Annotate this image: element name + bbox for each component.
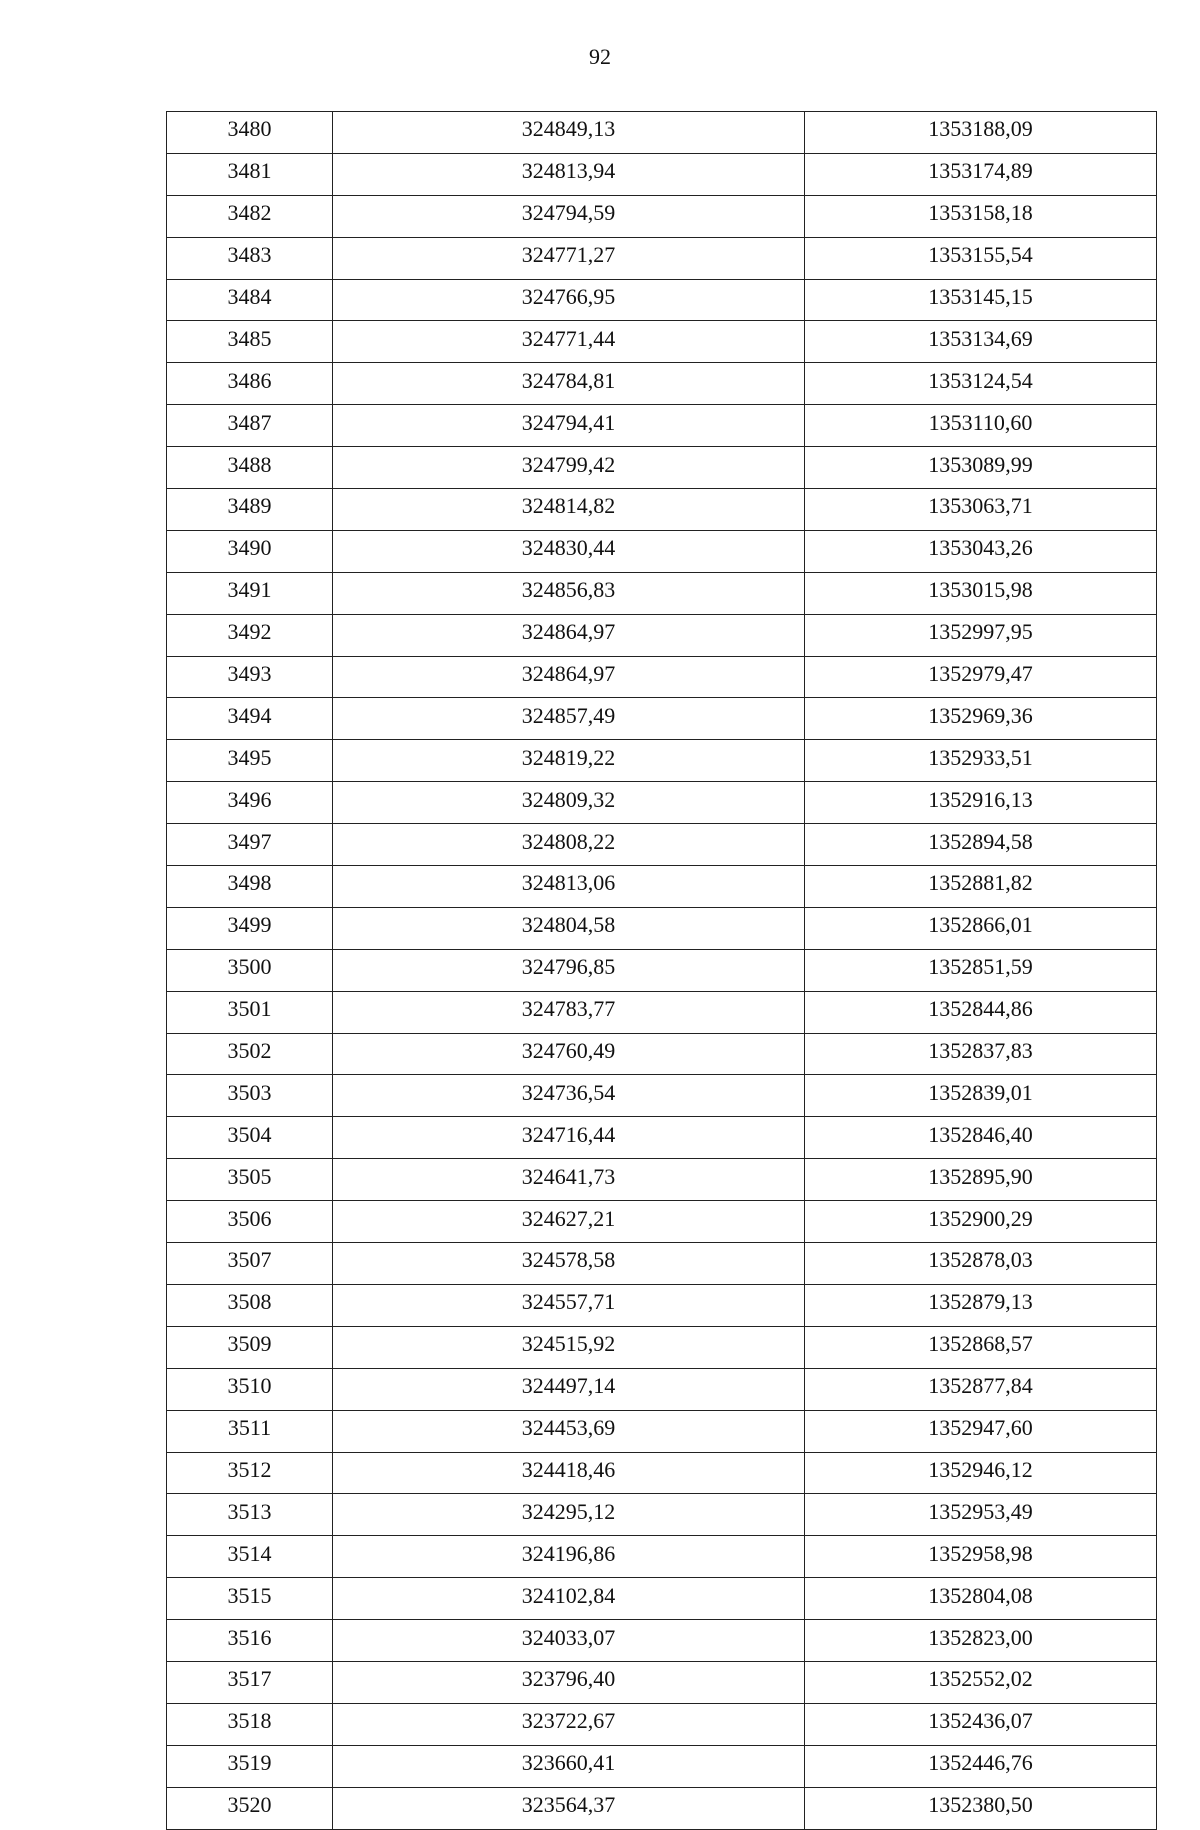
table-row [167, 1159, 1157, 1201]
x-coordinate-cell: 324856,83 [333, 572, 805, 614]
x-coordinate-cell: 324418,46 [333, 1452, 805, 1494]
table-row [167, 112, 1157, 154]
table-row [167, 1494, 1157, 1536]
x-coordinate-cell: 324578,58 [333, 1243, 805, 1285]
x-coordinate-cell: 324819,22 [333, 740, 805, 782]
table-row [167, 1033, 1157, 1075]
table-row [167, 447, 1157, 489]
point-number-cell: 3486 [167, 363, 333, 405]
table-row [167, 949, 1157, 991]
table-row [167, 237, 1157, 279]
y-coordinate-cell: 1352868,57 [805, 1326, 1157, 1368]
y-coordinate-cell: 1352916,13 [805, 782, 1157, 824]
y-coordinate-cell: 1352879,13 [805, 1284, 1157, 1326]
y-coordinate-cell: 1352878,03 [805, 1243, 1157, 1285]
x-coordinate-cell: 324766,95 [333, 279, 805, 321]
y-coordinate-cell: 1353155,54 [805, 237, 1157, 279]
point-number-cell: 3493 [167, 656, 333, 698]
point-number-cell: 3495 [167, 740, 333, 782]
x-coordinate-cell: 324830,44 [333, 530, 805, 572]
table-row [167, 824, 1157, 866]
y-coordinate-cell: 1352946,12 [805, 1452, 1157, 1494]
x-coordinate-cell: 324557,71 [333, 1284, 805, 1326]
point-number-cell: 3499 [167, 907, 333, 949]
point-number-cell: 3482 [167, 195, 333, 237]
table-row [167, 279, 1157, 321]
point-number-cell: 3503 [167, 1075, 333, 1117]
point-number-cell: 3500 [167, 949, 333, 991]
y-coordinate-cell: 1353174,89 [805, 153, 1157, 195]
y-coordinate-cell: 1352895,90 [805, 1159, 1157, 1201]
coordinates-table-container [166, 111, 1156, 1830]
table-row [167, 1284, 1157, 1326]
y-coordinate-cell: 1352881,82 [805, 866, 1157, 908]
x-coordinate-cell: 323796,40 [333, 1661, 805, 1703]
point-number-cell: 3506 [167, 1201, 333, 1243]
x-coordinate-cell: 324033,07 [333, 1620, 805, 1662]
table-row [167, 698, 1157, 740]
y-coordinate-cell: 1353188,09 [805, 112, 1157, 154]
y-coordinate-cell: 1352823,00 [805, 1620, 1157, 1662]
y-coordinate-cell: 1352997,95 [805, 614, 1157, 656]
point-number-cell: 3502 [167, 1033, 333, 1075]
point-number-cell: 3494 [167, 698, 333, 740]
point-number-cell: 3492 [167, 614, 333, 656]
table-row [167, 530, 1157, 572]
y-coordinate-cell: 1353158,18 [805, 195, 1157, 237]
x-coordinate-cell: 324814,82 [333, 489, 805, 531]
y-coordinate-cell: 1353134,69 [805, 321, 1157, 363]
table-row [167, 153, 1157, 195]
table-row [167, 1452, 1157, 1494]
y-coordinate-cell: 1352953,49 [805, 1494, 1157, 1536]
y-coordinate-cell: 1352958,98 [805, 1536, 1157, 1578]
x-coordinate-cell: 324497,14 [333, 1368, 805, 1410]
y-coordinate-cell: 1352979,47 [805, 656, 1157, 698]
x-coordinate-cell: 324799,42 [333, 447, 805, 489]
x-coordinate-cell: 324857,49 [333, 698, 805, 740]
x-coordinate-cell: 324796,85 [333, 949, 805, 991]
y-coordinate-cell: 1353124,54 [805, 363, 1157, 405]
table-row [167, 1326, 1157, 1368]
y-coordinate-cell: 1353015,98 [805, 572, 1157, 614]
x-coordinate-cell: 324760,49 [333, 1033, 805, 1075]
y-coordinate-cell: 1352866,01 [805, 907, 1157, 949]
table-row [167, 1536, 1157, 1578]
table-row [167, 489, 1157, 531]
x-coordinate-cell: 324783,77 [333, 991, 805, 1033]
point-number-cell: 3513 [167, 1494, 333, 1536]
y-coordinate-cell: 1352804,08 [805, 1578, 1157, 1620]
x-coordinate-cell: 324771,27 [333, 237, 805, 279]
y-coordinate-cell: 1352851,59 [805, 949, 1157, 991]
x-coordinate-cell: 324771,44 [333, 321, 805, 363]
x-coordinate-cell: 324809,32 [333, 782, 805, 824]
table-row [167, 1201, 1157, 1243]
table-row [167, 405, 1157, 447]
table-row [167, 195, 1157, 237]
point-number-cell: 3480 [167, 112, 333, 154]
x-coordinate-cell: 324102,84 [333, 1578, 805, 1620]
point-number-cell: 3515 [167, 1578, 333, 1620]
point-number-cell: 3481 [167, 153, 333, 195]
x-coordinate-cell: 324716,44 [333, 1117, 805, 1159]
y-coordinate-cell: 1353089,99 [805, 447, 1157, 489]
y-coordinate-cell: 1352837,83 [805, 1033, 1157, 1075]
x-coordinate-cell: 324804,58 [333, 907, 805, 949]
table-row [167, 907, 1157, 949]
y-coordinate-cell: 1352436,07 [805, 1703, 1157, 1745]
table-row [167, 321, 1157, 363]
x-coordinate-cell: 324784,81 [333, 363, 805, 405]
point-number-cell: 3484 [167, 279, 333, 321]
table-row [167, 1117, 1157, 1159]
y-coordinate-cell: 1352877,84 [805, 1368, 1157, 1410]
table-row [167, 782, 1157, 824]
point-number-cell: 3514 [167, 1536, 333, 1578]
x-coordinate-cell: 324813,94 [333, 153, 805, 195]
table-row [167, 572, 1157, 614]
point-number-cell: 3490 [167, 530, 333, 572]
table-row [167, 1410, 1157, 1452]
y-coordinate-cell: 1353145,15 [805, 279, 1157, 321]
x-coordinate-cell: 323564,37 [333, 1787, 805, 1829]
point-number-cell: 3496 [167, 782, 333, 824]
point-number-cell: 3487 [167, 405, 333, 447]
table-row [167, 363, 1157, 405]
point-number-cell: 3517 [167, 1661, 333, 1703]
table-row [167, 1368, 1157, 1410]
point-number-cell: 3505 [167, 1159, 333, 1201]
y-coordinate-cell: 1352380,50 [805, 1787, 1157, 1829]
point-number-cell: 3491 [167, 572, 333, 614]
point-number-cell: 3497 [167, 824, 333, 866]
page-number: 92 [589, 44, 611, 69]
x-coordinate-cell: 324794,59 [333, 195, 805, 237]
table-row [167, 1578, 1157, 1620]
point-number-cell: 3512 [167, 1452, 333, 1494]
x-coordinate-cell: 324736,54 [333, 1075, 805, 1117]
y-coordinate-cell: 1352844,86 [805, 991, 1157, 1033]
table-row [167, 1745, 1157, 1787]
x-coordinate-cell: 324641,73 [333, 1159, 805, 1201]
x-coordinate-cell: 323660,41 [333, 1745, 805, 1787]
point-number-cell: 3518 [167, 1703, 333, 1745]
y-coordinate-cell: 1352947,60 [805, 1410, 1157, 1452]
x-coordinate-cell: 324813,06 [333, 866, 805, 908]
table-row [167, 991, 1157, 1033]
x-coordinate-cell: 324196,86 [333, 1536, 805, 1578]
x-coordinate-cell: 324864,97 [333, 614, 805, 656]
table-row [167, 1787, 1157, 1829]
x-coordinate-cell: 324515,92 [333, 1326, 805, 1368]
table-row [167, 740, 1157, 782]
point-number-cell: 3510 [167, 1368, 333, 1410]
point-number-cell: 3485 [167, 321, 333, 363]
y-coordinate-cell: 1352969,36 [805, 698, 1157, 740]
point-number-cell: 3509 [167, 1326, 333, 1368]
x-coordinate-cell: 324794,41 [333, 405, 805, 447]
table-row [167, 1075, 1157, 1117]
y-coordinate-cell: 1352839,01 [805, 1075, 1157, 1117]
table-row [167, 1703, 1157, 1745]
y-coordinate-cell: 1352446,76 [805, 1745, 1157, 1787]
point-number-cell: 3489 [167, 489, 333, 531]
y-coordinate-cell: 1352846,40 [805, 1117, 1157, 1159]
x-coordinate-cell: 324295,12 [333, 1494, 805, 1536]
y-coordinate-cell: 1352900,29 [805, 1201, 1157, 1243]
table-body [167, 112, 1157, 1830]
point-number-cell: 3516 [167, 1620, 333, 1662]
point-number-cell: 3508 [167, 1284, 333, 1326]
y-coordinate-cell: 1353063,71 [805, 489, 1157, 531]
table-row [167, 614, 1157, 656]
table-row [167, 1243, 1157, 1285]
point-number-cell: 3519 [167, 1745, 333, 1787]
point-number-cell: 3507 [167, 1243, 333, 1285]
y-coordinate-cell: 1352933,51 [805, 740, 1157, 782]
x-coordinate-cell: 324453,69 [333, 1410, 805, 1452]
point-number-cell: 3504 [167, 1117, 333, 1159]
y-coordinate-cell: 1353110,60 [805, 405, 1157, 447]
point-number-cell: 3498 [167, 866, 333, 908]
table-row [167, 1620, 1157, 1662]
coordinates-table [166, 111, 1157, 1830]
table-row [167, 866, 1157, 908]
table-row [167, 656, 1157, 698]
point-number-cell: 3520 [167, 1787, 333, 1829]
y-coordinate-cell: 1353043,26 [805, 530, 1157, 572]
point-number-cell: 3511 [167, 1410, 333, 1452]
point-number-cell: 3483 [167, 237, 333, 279]
x-coordinate-cell: 324808,22 [333, 824, 805, 866]
y-coordinate-cell: 1352894,58 [805, 824, 1157, 866]
x-coordinate-cell: 323722,67 [333, 1703, 805, 1745]
x-coordinate-cell: 324849,13 [333, 112, 805, 154]
x-coordinate-cell: 324864,97 [333, 656, 805, 698]
x-coordinate-cell: 324627,21 [333, 1201, 805, 1243]
table-row [167, 1661, 1157, 1703]
point-number-cell: 3488 [167, 447, 333, 489]
point-number-cell: 3501 [167, 991, 333, 1033]
y-coordinate-cell: 1352552,02 [805, 1661, 1157, 1703]
